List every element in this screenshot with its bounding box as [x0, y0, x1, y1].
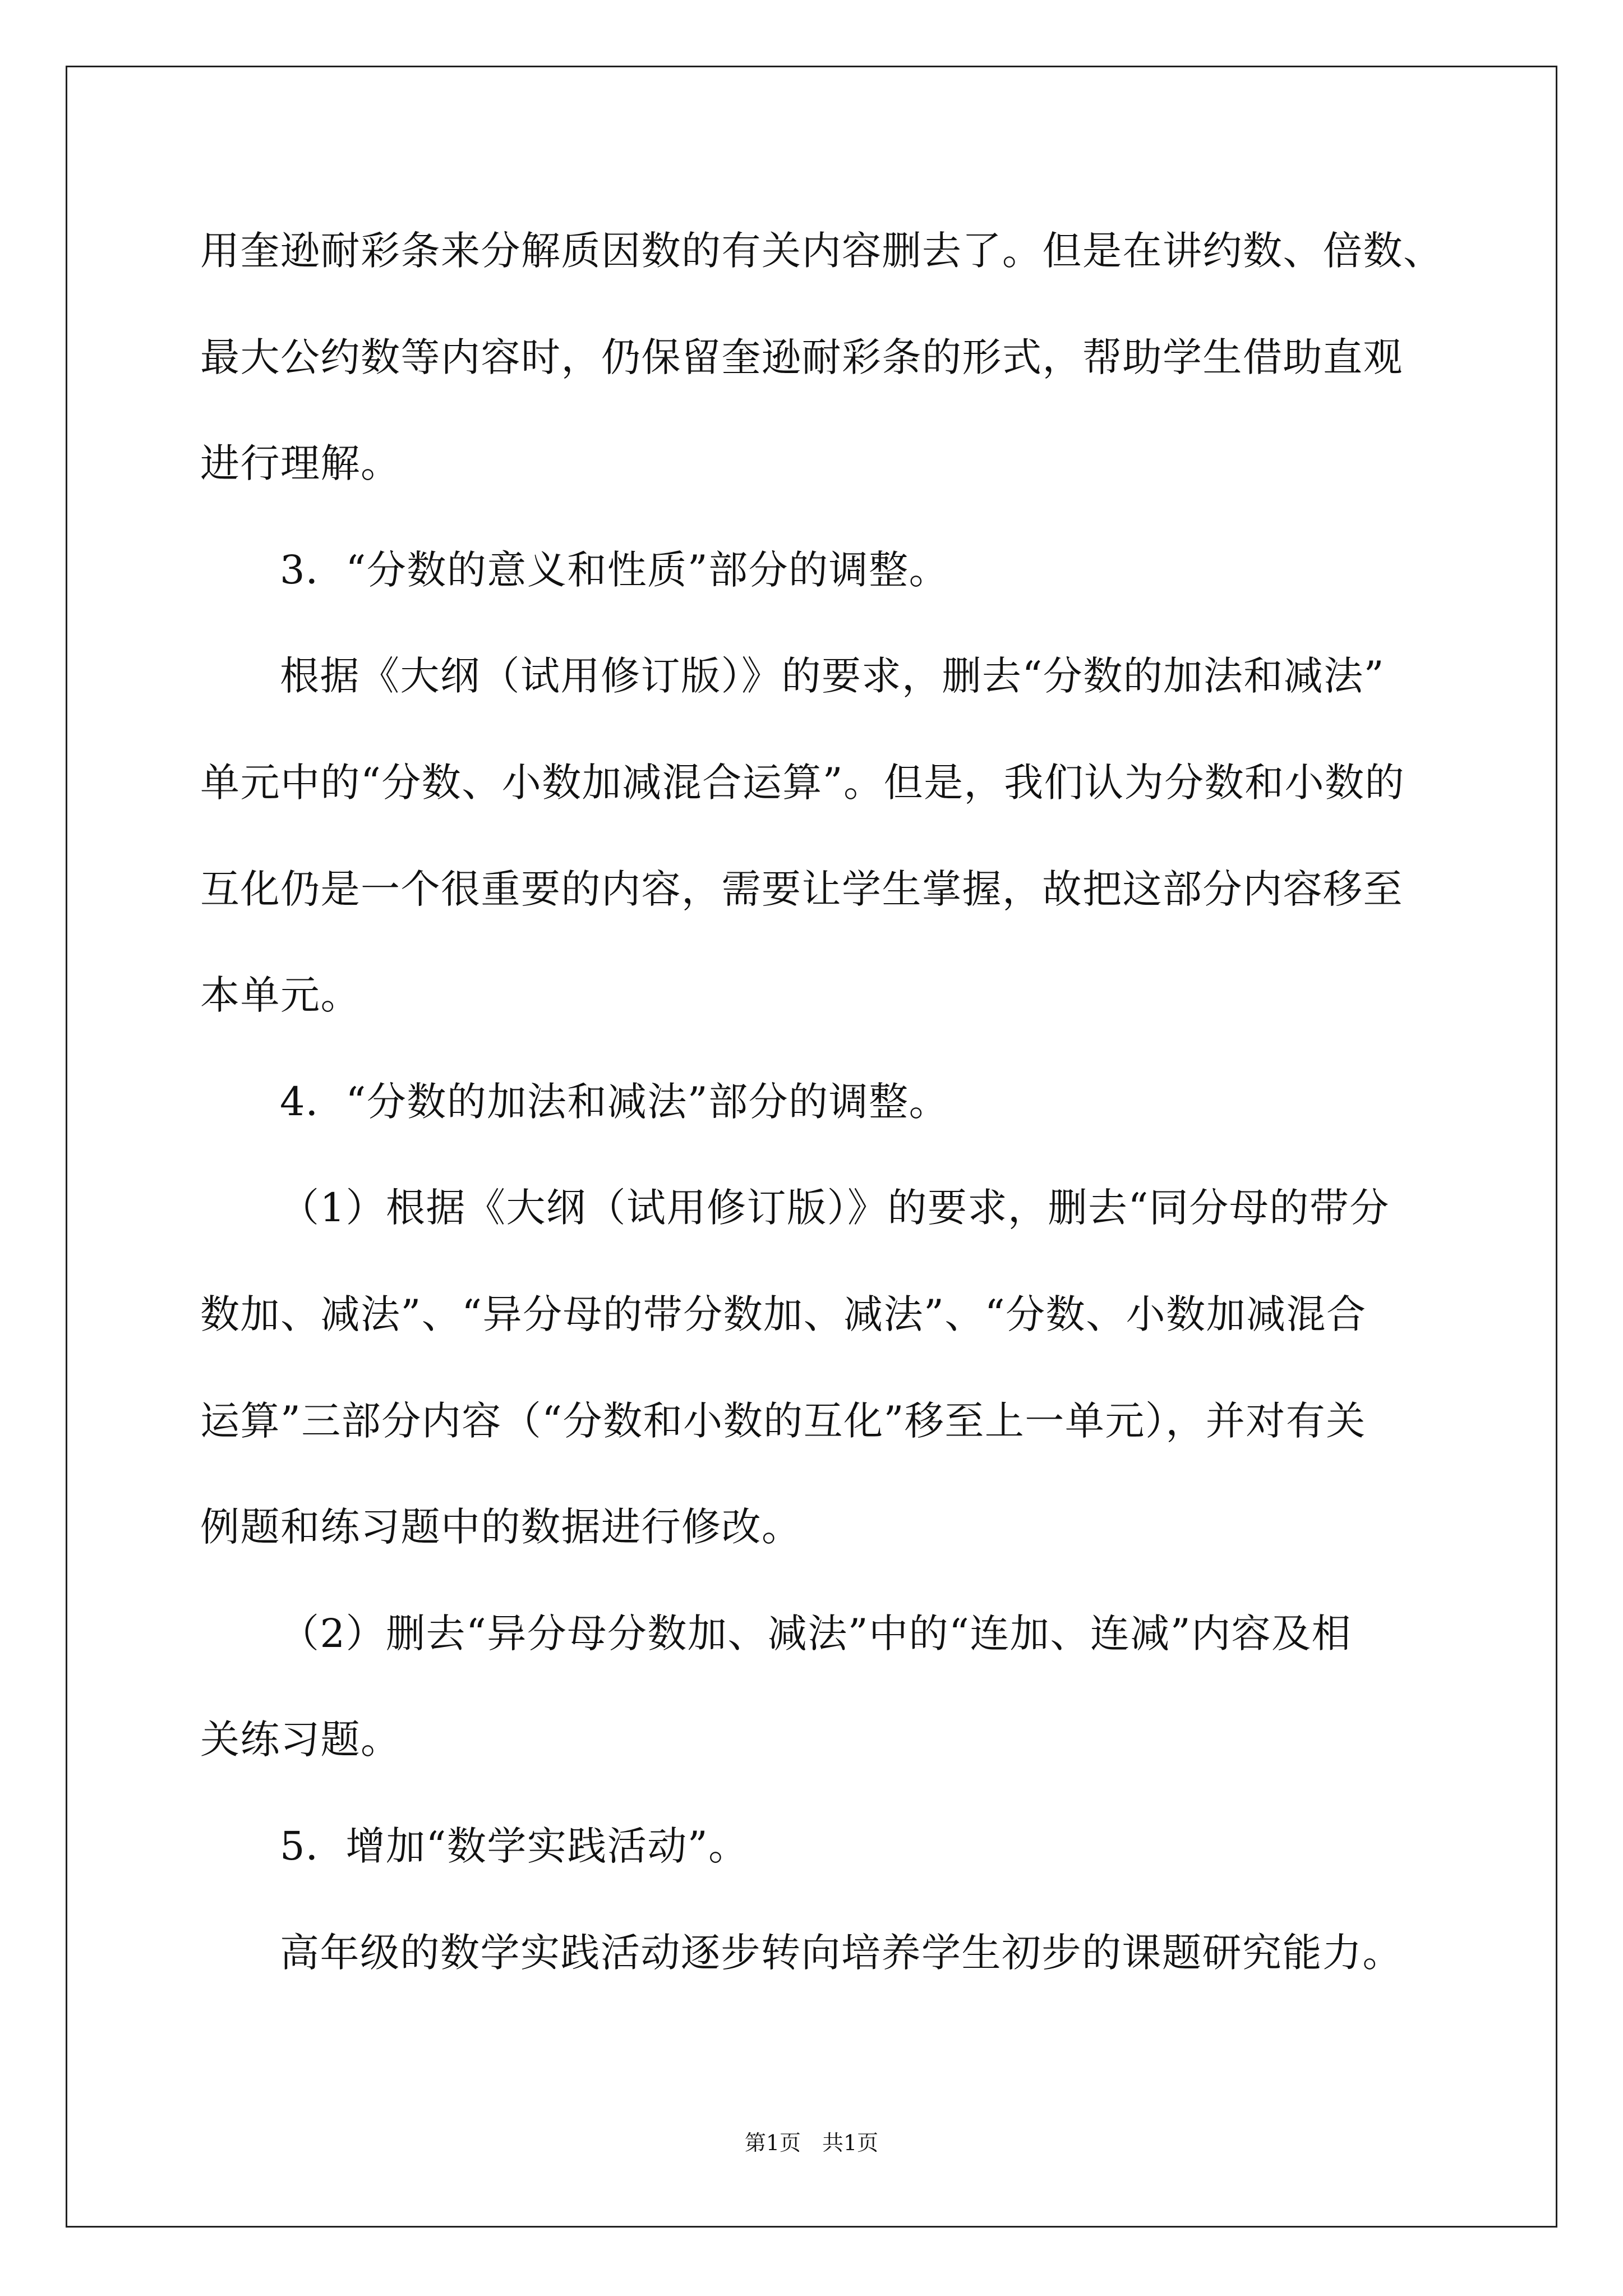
text-line: 高年级的数学实践活动逐步转向培养学生初步的课题研究能力。 [280, 1929, 1403, 1976]
text-line: 数加、减法”、“异分母的带分数加、减法”、“分数、小数加减混合 [200, 1291, 1367, 1337]
paragraph [200, 623, 1524, 1048]
text-line: 根据《大纲（试用修订版）》的要求，删去“分数的加法和减法” [280, 653, 1385, 700]
text-line: 3．“分数的意义和性质”部分的调整。 [280, 546, 949, 593]
text-line: 互化仍是一个很重要的内容，需要让学生掌握，故把这部分内容移至 [200, 866, 1403, 912]
page-number-label: 第1页 共1页 [744, 2131, 879, 2155]
section-heading [200, 517, 1524, 624]
text-line: 运算”三部分内容（“分数和小数的互化”移至上一单元），并对有关 [200, 1397, 1366, 1444]
paragraph [200, 1581, 1524, 1793]
text-line: 最大公约数等内容时，仍保留奎逊耐彩条的形式，帮助学生借助直观 [200, 334, 1403, 380]
paragraph [200, 198, 1524, 517]
text-line: 用奎逊耐彩条来分解质因数的有关内容删去了。但是在讲约数、倍数、 [200, 228, 1444, 274]
text-line: （2）删去“异分母分数加、减法”中的“连加、连减”内容及相 [280, 1610, 1352, 1657]
paragraph [200, 1900, 1524, 2007]
text-line: 本单元。 [200, 972, 361, 1019]
text-line: 4．“分数的加法和减法”部分的调整。 [280, 1078, 949, 1125]
text-line: 单元中的“分数、小数加减混合运算”。但是，我们认为分数和小数的 [200, 759, 1405, 806]
paragraph [200, 1155, 1524, 1580]
page-footer [0, 2129, 1623, 2156]
text-line: 例题和练习题中的数据进行修改。 [200, 1504, 802, 1550]
section-heading [200, 1793, 1524, 1900]
document-body [200, 198, 1524, 2006]
text-line: 关练习题。 [200, 1717, 401, 1763]
text-line: 进行理解。 [200, 440, 401, 487]
text-line: （1）根据《大纲（试用修订版）》的要求，删去“同分母的带分 [280, 1185, 1390, 1231]
text-line: 5．增加“数学实践活动”。 [280, 1823, 749, 1869]
section-heading [200, 1049, 1524, 1156]
